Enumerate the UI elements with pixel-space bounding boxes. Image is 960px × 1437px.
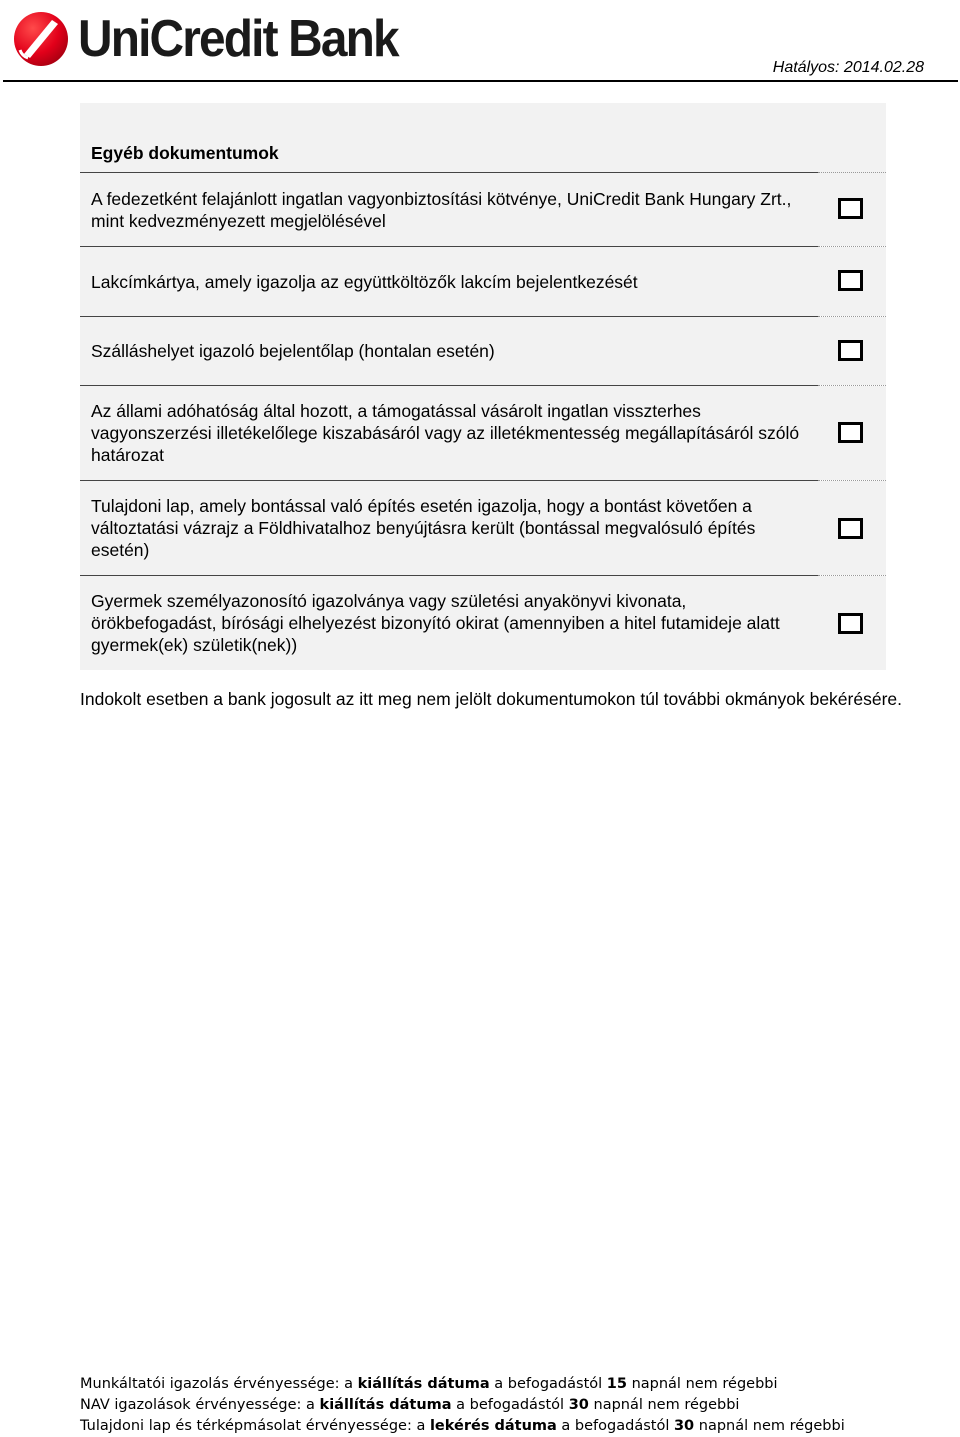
brand-name: UniCredit Bank xyxy=(78,10,398,68)
document-checkbox[interactable] xyxy=(838,198,863,219)
checklist-item-text: Lakcímkártya, amely igazolja az együttköltözők lakcím bejelentkezését xyxy=(91,271,638,292)
checklist-item-text: Az állami adóhatóság által hozott, a támogatással vásárolt ingatlan visszterhes vagyonszerzési illetékelőlege kiszabásáról vagy az illetékmentesség megállapításáról szóló határozat xyxy=(91,401,800,465)
page-header xyxy=(0,0,960,82)
checklist-row xyxy=(80,481,886,576)
footer-text: Tulajdoni lap és térképmásolat érvényessége: a xyxy=(80,1418,430,1434)
checkbox-cell xyxy=(818,576,886,670)
checkbox-cell xyxy=(818,317,886,385)
header-divider xyxy=(3,80,958,82)
footer-emphasis: kiállítás dátuma xyxy=(319,1397,452,1413)
checklist-item-text: Tulajdoni lap, amely bontással való építés esetén igazolja, hogy a bontást követően a változtatási vázrajz a Földhivatalhoz benyújtásra került (bontással megvalósuló építés esetén) xyxy=(91,496,756,560)
checkbox-cell xyxy=(818,386,886,480)
footer-emphasis: kiállítás dátuma xyxy=(357,1376,490,1392)
document-checkbox[interactable] xyxy=(838,340,863,361)
checklist-item-text: Gyermek személyazonosító igazolványa vagy születési anyakönyvi kivonata, örökbefogadást, bírósági elhelyezést bizonyító okirat (amennyiben a hitel futamideje alatt gyermek(ek) születik(nek)) xyxy=(91,591,780,655)
checklist-row xyxy=(80,247,886,317)
additional-documents-note: Indokolt esetben a bank jogosult az itt meg nem jelölt dokumentumokon túl további okmányok bekérésére. xyxy=(80,689,903,709)
checkbox-cell xyxy=(818,173,886,246)
checklist-row xyxy=(80,173,886,247)
checkbox-cell xyxy=(818,481,886,575)
validity-footer xyxy=(80,1374,845,1437)
footer-text: a befogadástól xyxy=(556,1418,674,1434)
document-checkbox[interactable] xyxy=(838,518,863,539)
checklist-item-text: Szálláshelyet igazoló bejelentőlap (hontalan esetén) xyxy=(91,341,495,361)
footer-text: a befogadástól xyxy=(489,1376,607,1392)
checklist-item-text: A fedezetként felajánlott ingatlan vagyonbiztosítási kötvénye, UniCredit Bank Hungary Zrt., mint kedvezményezett megjelölésével xyxy=(91,188,792,231)
footer-line-employer xyxy=(80,1374,845,1395)
effective-date: Hatályos: 2014.02.28 xyxy=(772,59,924,76)
footer-days: 30 xyxy=(568,1397,589,1413)
checklist-row xyxy=(80,317,886,386)
footer-text: NAV igazolások érvényessége: a xyxy=(80,1397,320,1413)
checklist-row xyxy=(80,576,886,670)
document-checklist xyxy=(80,103,886,670)
footer-text: Munkáltatói igazolás érvényessége: a xyxy=(80,1376,358,1392)
unicredit-logo-icon xyxy=(12,10,70,68)
footer-text: napnál nem régebbi xyxy=(588,1397,740,1413)
document-checkbox[interactable] xyxy=(838,422,863,443)
checklist-row xyxy=(80,386,886,481)
footer-days: 30 xyxy=(673,1418,695,1434)
footer-emphasis: lekérés dátuma xyxy=(429,1418,557,1434)
footer-line-nav xyxy=(80,1395,845,1416)
section-title: Egyéb dokumentumok xyxy=(80,103,818,173)
checkbox-cell xyxy=(818,247,886,316)
footer-text: a befogadástól xyxy=(451,1397,569,1413)
footer-line-land-registry xyxy=(80,1416,845,1437)
footer-text: napnál nem régebbi xyxy=(626,1376,778,1392)
document-checkbox[interactable] xyxy=(838,613,863,634)
footer-days: 15 xyxy=(606,1376,627,1392)
footer-text: napnál nem régebbi xyxy=(694,1418,845,1434)
document-checkbox[interactable] xyxy=(838,270,863,291)
